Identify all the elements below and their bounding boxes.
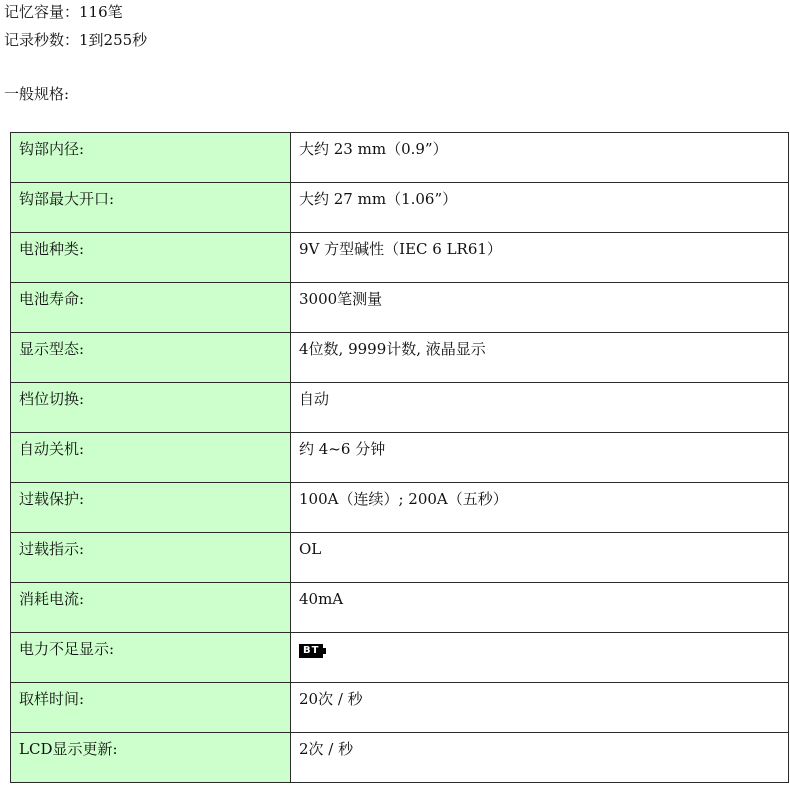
table-row: [11, 433, 789, 483]
spec-label: 显示型态:: [11, 333, 291, 383]
spec-label: 电池寿命:: [11, 283, 291, 333]
spec-heading: 一般规格:: [4, 85, 70, 103]
spec-label: 档位切换:: [11, 383, 291, 433]
table-row: [11, 233, 789, 283]
table-row: [11, 633, 789, 683]
table-row: [11, 183, 789, 233]
battery-terminal: [323, 648, 326, 654]
memory-capacity-text: 记忆容量：116笔: [4, 3, 123, 21]
low-battery-icon: [299, 644, 326, 658]
spec-value: 100A（连续）; 200A（五秒）: [291, 483, 789, 533]
record-seconds-text: 记录秒数：1到255秒: [4, 31, 148, 49]
spec-label: 取样时间:: [11, 683, 291, 733]
table-row: [11, 383, 789, 433]
spec-table: [10, 132, 789, 783]
spec-value: 大约 23 mm（0.9”）: [291, 133, 789, 183]
table-row: [11, 533, 789, 583]
spec-value: 40mA: [291, 583, 789, 633]
spec-label: 钩部内径:: [11, 133, 291, 183]
table-row: [11, 683, 789, 733]
spec-value: 4位数, 9999计数, 液晶显示: [291, 333, 789, 383]
table-row: [11, 133, 789, 183]
spec-value: 自动: [291, 383, 789, 433]
spec-value: 3000笔测量: [291, 283, 789, 333]
low-battery-icon-text: BT: [299, 644, 323, 658]
spec-label: 电力不足显示:: [11, 633, 291, 683]
spec-label: LCD显示更新:: [11, 733, 291, 783]
spec-label: 过载指示:: [11, 533, 291, 583]
spec-value: 20次 / 秒: [291, 683, 789, 733]
spec-label: 钩部最大开口:: [11, 183, 291, 233]
table-row: [11, 583, 789, 633]
table-row: [11, 333, 789, 383]
spec-label: 电池种类:: [11, 233, 291, 283]
spec-label: 消耗电流:: [11, 583, 291, 633]
spec-value: 大约 27 mm（1.06”）: [291, 183, 789, 233]
table-row: [11, 283, 789, 333]
spec-value: 9V 方型碱性（IEC 6 LR61）: [291, 233, 789, 283]
table-row: [11, 483, 789, 533]
spec-value: 2次 / 秒: [291, 733, 789, 783]
spec-value: 约 4~6 分钟: [291, 433, 789, 483]
spec-value: OL: [291, 533, 789, 583]
spec-label: 自动关机:: [11, 433, 291, 483]
spec-value: [291, 633, 789, 683]
table-row: [11, 733, 789, 783]
spec-label: 过载保护:: [11, 483, 291, 533]
